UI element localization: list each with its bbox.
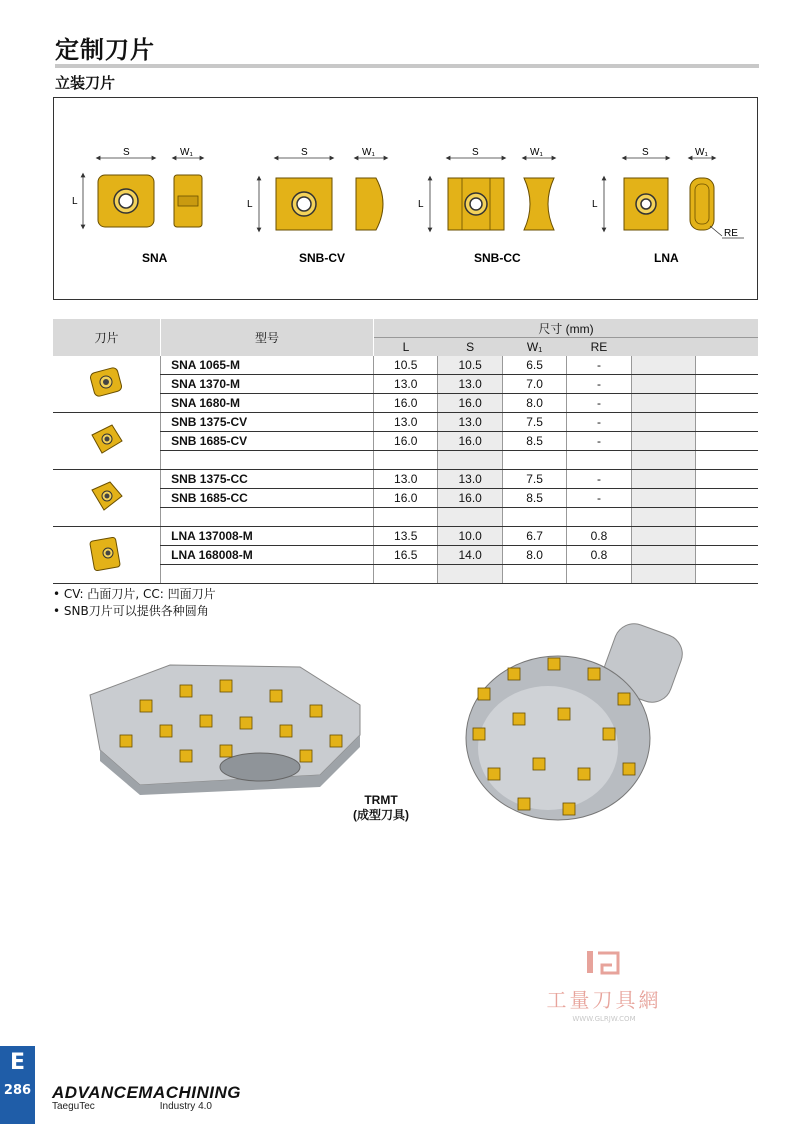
dim-s-label: S xyxy=(472,147,479,158)
s-cell: 14.0 xyxy=(438,546,502,565)
insert-spec-table xyxy=(53,319,758,584)
table-body xyxy=(53,356,758,584)
table-row xyxy=(53,413,758,432)
title-divider xyxy=(55,64,759,68)
model-cell: SNA 1370-M xyxy=(161,375,374,394)
w1-cell: 7.5 xyxy=(502,413,566,432)
table-row xyxy=(53,470,758,489)
col-w1-header: W₁ xyxy=(502,338,566,357)
col-empty-header xyxy=(631,338,695,357)
re-cell xyxy=(567,451,631,470)
model-cell: SNA 1680-M xyxy=(161,394,374,413)
empty-cell xyxy=(631,356,695,375)
empty-cell xyxy=(695,565,758,584)
section-tab xyxy=(0,1046,35,1124)
page-title: 定制刀片 xyxy=(55,36,155,64)
dim-l-label: L xyxy=(247,199,253,210)
empty-cell xyxy=(631,451,695,470)
brand-logo xyxy=(52,1083,241,1112)
col-re-header: RE xyxy=(567,338,631,357)
model-cell: SNB 1685-CC xyxy=(161,489,374,508)
empty-cell xyxy=(695,356,758,375)
brand-tagline: Industry 4.0 xyxy=(159,1101,212,1112)
w1-cell: 7.5 xyxy=(502,470,566,489)
model-cell: SNA 1065-M xyxy=(161,356,374,375)
re-cell: - xyxy=(567,356,631,375)
model-cell: SNB 1685-CV xyxy=(161,432,374,451)
w1-cell: 8.5 xyxy=(502,489,566,508)
sna-insert-icon xyxy=(86,364,128,402)
empty-cell xyxy=(695,527,758,546)
footnote: • SNB刀片可以提供各种圆角 xyxy=(53,604,209,618)
s-cell xyxy=(438,508,502,527)
col-s-header: S xyxy=(438,338,502,357)
model-cell: SNB 1375-CV xyxy=(161,413,374,432)
w1-cell: 6.5 xyxy=(502,356,566,375)
dim-re-label: RE xyxy=(724,228,738,239)
empty-cell xyxy=(695,375,758,394)
model-cell xyxy=(161,451,374,470)
empty-cell xyxy=(695,413,758,432)
w1-cell: 7.0 xyxy=(502,375,566,394)
page-number: 286 xyxy=(3,1083,32,1098)
col-empty-header xyxy=(695,338,758,357)
re-cell: 0.8 xyxy=(567,527,631,546)
empty-cell xyxy=(631,546,695,565)
l-cell: 16.5 xyxy=(374,546,438,565)
re-cell: 0.8 xyxy=(567,546,631,565)
col-l-header: L xyxy=(374,338,438,357)
footnote: • CV: 凸面刀片, CC: 凹面刀片 xyxy=(53,587,216,601)
sna-diagram xyxy=(72,147,202,265)
model-cell: SNB 1375-CC xyxy=(161,470,374,489)
dim-l-label: L xyxy=(418,199,424,210)
section-letter: E xyxy=(9,1050,26,1075)
model-cell xyxy=(161,565,374,584)
footnotes xyxy=(53,586,216,620)
s-cell xyxy=(438,451,502,470)
l-cell: 10.5 xyxy=(374,356,438,375)
empty-cell xyxy=(631,470,695,489)
l-cell xyxy=(374,451,438,470)
lna-insert-icon xyxy=(86,535,128,573)
insert-image-cell xyxy=(53,356,161,413)
diagram-label-snb-cv: SNB-CV xyxy=(299,251,346,265)
l-cell: 13.0 xyxy=(374,413,438,432)
empty-cell xyxy=(695,546,758,565)
col-insert-header: 刀片 xyxy=(53,319,161,356)
lna-diagram xyxy=(592,147,744,265)
l-cell: 16.0 xyxy=(374,489,438,508)
s-cell: 10.5 xyxy=(438,356,502,375)
col-model-header: 型号 xyxy=(161,319,374,356)
diagram-label-lna: LNA xyxy=(654,251,679,265)
l-cell xyxy=(374,565,438,584)
w1-cell: 8.0 xyxy=(502,546,566,565)
model-cell: LNA 168008-M xyxy=(161,546,374,565)
empty-cell xyxy=(695,489,758,508)
re-cell xyxy=(567,508,631,527)
w1-cell xyxy=(502,451,566,470)
brand-company: TaeguTec xyxy=(52,1101,95,1112)
re-cell: - xyxy=(567,489,631,508)
trmt-tool-round-image xyxy=(458,618,698,833)
empty-cell xyxy=(631,413,695,432)
s-cell: 13.0 xyxy=(438,470,502,489)
dim-s-label: S xyxy=(301,147,308,158)
empty-cell xyxy=(631,527,695,546)
brand-name: ADVANCEMACHINING xyxy=(52,1083,242,1102)
l-cell: 13.5 xyxy=(374,527,438,546)
empty-cell xyxy=(631,432,695,451)
s-cell: 16.0 xyxy=(438,394,502,413)
w1-cell: 8.5 xyxy=(502,432,566,451)
tool-name: TRMT xyxy=(364,793,398,807)
diagram-label-sna: SNA xyxy=(142,251,168,265)
table-row xyxy=(53,356,758,375)
diagram-label-snb-cc: SNB-CC xyxy=(474,251,521,265)
empty-cell xyxy=(695,470,758,489)
empty-cell xyxy=(695,394,758,413)
re-cell xyxy=(567,565,631,584)
watermark-logo-icon xyxy=(584,948,624,978)
l-cell: 13.0 xyxy=(374,470,438,489)
l-cell: 16.0 xyxy=(374,394,438,413)
dim-w1-label: W₁ xyxy=(530,147,543,158)
dim-s-label: S xyxy=(642,147,649,158)
page-subtitle: 立装刀片 xyxy=(55,74,116,92)
re-cell: - xyxy=(567,375,631,394)
insert-image-cell xyxy=(53,470,161,527)
empty-cell xyxy=(631,394,695,413)
snb-cv-diagram xyxy=(247,147,386,265)
watermark-url: WWW.GLRJW.COM xyxy=(572,1015,636,1023)
watermark-text: 工量刀具網 xyxy=(546,988,662,1012)
model-cell: LNA 137008-M xyxy=(161,527,374,546)
trmt-tool-flat-image xyxy=(80,655,370,795)
insert-image-cell xyxy=(53,527,161,584)
re-cell: - xyxy=(567,413,631,432)
s-cell: 13.0 xyxy=(438,375,502,394)
insert-image-cell xyxy=(53,413,161,470)
insert-diagram-panel xyxy=(53,97,758,300)
insert-diagrams xyxy=(54,98,759,301)
table-row xyxy=(53,527,758,546)
model-cell xyxy=(161,508,374,527)
dim-l-label: L xyxy=(592,199,598,210)
empty-cell xyxy=(695,451,758,470)
re-cell: - xyxy=(567,432,631,451)
re-cell: - xyxy=(567,470,631,489)
empty-cell xyxy=(631,489,695,508)
dim-w1-label: W₁ xyxy=(362,147,375,158)
w1-cell: 6.7 xyxy=(502,527,566,546)
s-cell: 16.0 xyxy=(438,432,502,451)
s-cell xyxy=(438,565,502,584)
tool-caption xyxy=(346,793,416,823)
s-cell: 10.0 xyxy=(438,527,502,546)
snb-cv-insert-icon xyxy=(86,421,128,459)
empty-cell xyxy=(695,508,758,527)
empty-cell xyxy=(631,565,695,584)
watermark xyxy=(534,948,674,1023)
re-cell: - xyxy=(567,394,631,413)
empty-cell xyxy=(695,432,758,451)
col-dims-header: 尺寸 (mm) xyxy=(374,319,759,338)
tool-desc: (成型刀具) xyxy=(353,808,409,822)
dim-s-label: S xyxy=(123,147,130,158)
w1-cell xyxy=(502,508,566,527)
s-cell: 13.0 xyxy=(438,413,502,432)
w1-cell: 8.0 xyxy=(502,394,566,413)
w1-cell xyxy=(502,565,566,584)
l-cell: 16.0 xyxy=(374,432,438,451)
dim-l-label: L xyxy=(72,196,78,207)
dim-w1-label: W₁ xyxy=(180,147,193,158)
snb-cc-diagram xyxy=(418,147,554,265)
empty-cell xyxy=(631,375,695,394)
l-cell: 13.0 xyxy=(374,375,438,394)
s-cell: 16.0 xyxy=(438,489,502,508)
snb-cc-insert-icon xyxy=(86,478,128,516)
dim-w1-label: W₁ xyxy=(695,147,708,158)
empty-cell xyxy=(631,508,695,527)
l-cell xyxy=(374,508,438,527)
